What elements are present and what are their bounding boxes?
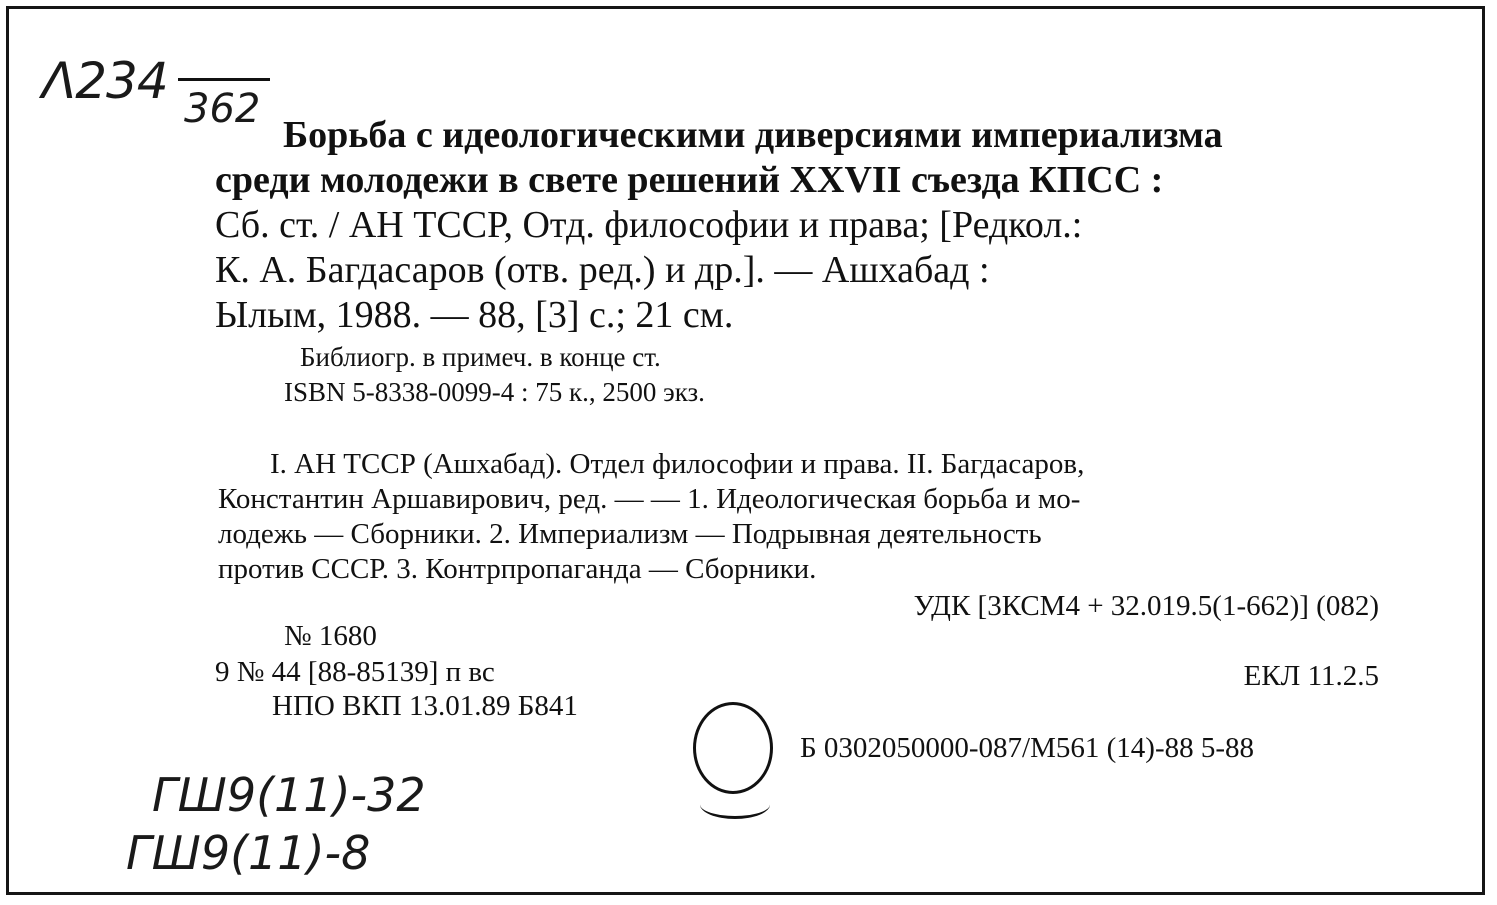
handwritten-shelf-mark-1: ГШ9(11)-32	[152, 768, 426, 822]
publication-line-5: Ылым, 1988. — 88, [3] с.; 21 см.	[215, 294, 734, 336]
handwritten-call-number-denominator: 362	[184, 86, 261, 132]
title-line-1: Борьба с идеологическими диверсиями империализма	[283, 114, 1223, 156]
bbk-code: Б 0302050000-087/М561 (14)-88 5-88	[800, 732, 1255, 764]
nio-code: НПО ВКП 13.01.89 Б841	[272, 690, 578, 722]
tracing-line-3: лодежь — Сборники. 2. Империализм — Подрывная деятельность	[218, 518, 1042, 550]
tracing-line-4: против СССР. 3. Контрпропаганда — Сборники.	[218, 553, 817, 585]
tracing-line-2: Константин Аршавирович, ред. — — 1. Идеологическая борьба и мо-	[218, 483, 1081, 515]
call-number-rule	[178, 78, 270, 81]
card-number: № 1680	[284, 620, 377, 652]
stamp-circle-icon	[693, 702, 773, 794]
bibliography-note: Библиогр. в примеч. в конце ст.	[300, 342, 661, 372]
stamp-tail-icon	[700, 790, 770, 819]
udk-code: УДК [3КСМ4 + 32.019.5(1-662)] (082)	[913, 590, 1379, 622]
tracing-line-1: I. АН ТССР (Ашхабад). Отдел философии и права. II. Багдасаров,	[270, 448, 1085, 480]
title-line-2: среди молодежи в свете решений XXVII съезда КПСС :	[215, 159, 1164, 201]
handwritten-call-number: Λ234	[42, 52, 168, 110]
publication-line-4: К. А. Багдасаров (отв. ред.) и др.]. — Ашхабад :	[215, 249, 990, 291]
order-number: 9 № 44 [88-85139] п вс	[215, 656, 495, 688]
handwritten-shelf-mark-2: ГШ9(11)-8	[126, 826, 371, 880]
ekl-code: ЕКЛ 11.2.5	[1243, 660, 1379, 692]
isbn-note: ISBN 5-8338-0099-4 : 75 к., 2500 экз.	[284, 377, 705, 407]
publication-line-3: Сб. ст. / АН ТССР, Отд. философии и права; [Редкол.:	[215, 204, 1083, 246]
